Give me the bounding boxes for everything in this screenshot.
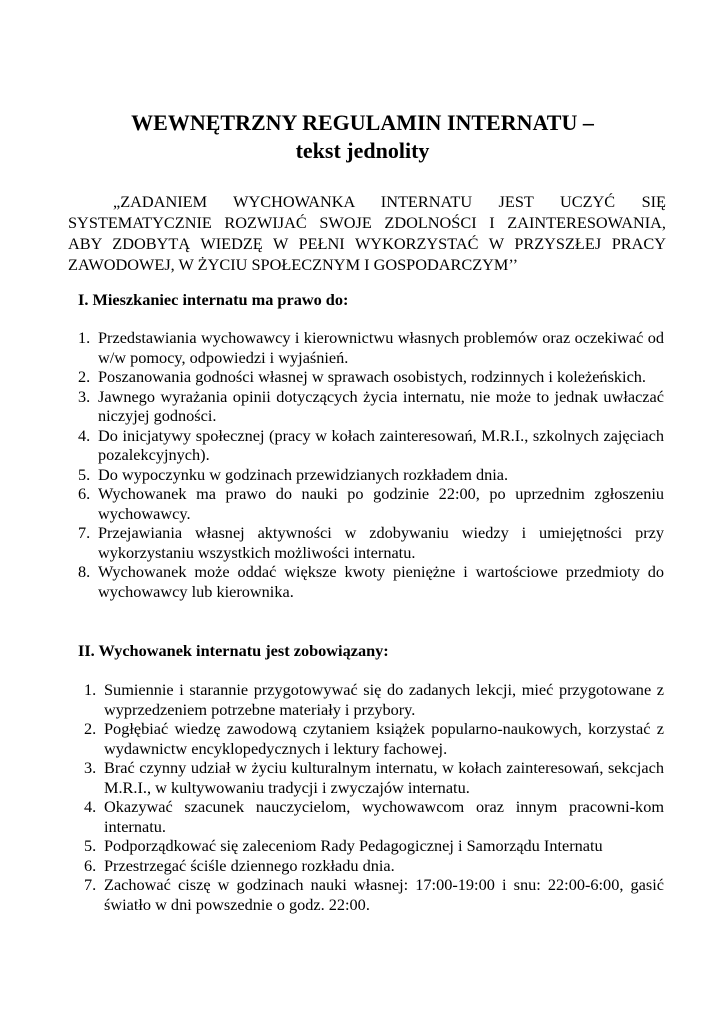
list-item bbox=[84, 797, 664, 836]
item-text: Brać czynny udział w życiu kulturalnym internatu, w kołach zainteresowań, sekcjach M.R.I., w kultywowaniu tradycji i zwyczajów internatu. bbox=[104, 758, 664, 797]
section-2-heading: II. Wychowanek internatu jest zobowiązany: bbox=[78, 641, 389, 660]
item-number: 1. bbox=[78, 328, 91, 347]
item-text: Podporządkować się zaleceniom Rady Pedagogicznej i Samorządu Internatu bbox=[104, 836, 603, 855]
item-number: 3. bbox=[84, 758, 97, 777]
item-text: Do wypoczynku w godzinach przewidzianych rozkładem dnia. bbox=[98, 464, 509, 484]
item-text: Pogłębiać wiedzę zawodową czytaniem książek popularno-naukowych, korzystać z wydawnictw encyklopedycznych i lektury fachowej. bbox=[104, 719, 664, 758]
item-text: Sumiennie i starannie przygotowywać się do zadanych lekcji, mieć przygotowane z wyprzedzeniem potrzebne materiały i przybory. bbox=[104, 680, 664, 719]
duties-list bbox=[78, 680, 664, 914]
list-item bbox=[84, 719, 664, 758]
item-number: 7. bbox=[84, 875, 97, 894]
list-item bbox=[84, 836, 664, 856]
item-number: 3. bbox=[78, 386, 91, 406]
item-number: 7. bbox=[78, 523, 91, 542]
item-text: Przestrzegać ściśle dziennego rozkładu dnia. bbox=[104, 855, 395, 875]
motto-line: „ZADANIEM WYCHOWANKA INTERNATU JEST UCZYĆ SIĘ bbox=[113, 192, 666, 211]
section-1-heading: I. Mieszkaniec internatu ma prawo do: bbox=[78, 290, 349, 309]
motto-line: ZAWODOWEJ, W ŻYCIU SPOŁECZNYM I GOSPODARCZYM’’ bbox=[68, 255, 519, 274]
item-text: Poszanowania godności własnej w sprawach osobistych, rodzinnych i koleżeńskich. bbox=[98, 367, 647, 386]
list-item bbox=[78, 426, 664, 465]
motto-quote bbox=[68, 191, 666, 275]
item-number: 4. bbox=[84, 797, 97, 816]
document-title: WEWNĘTRZNY REGULAMIN INTERNATU – bbox=[131, 110, 594, 135]
item-number: 4. bbox=[78, 425, 91, 445]
item-number: 5. bbox=[78, 464, 91, 484]
item-text: Wychowanek może oddać większe kwoty pieniężne i wartościowe przedmioty do wychowawcy lub kierownika. bbox=[98, 562, 664, 601]
rights-list bbox=[78, 328, 664, 601]
motto-line: SYSTEMATYCZNIE ROZWIJAĆ SWOJE ZDOLNOŚCI I ZAINTERESOWANIA, bbox=[68, 213, 666, 232]
list-item bbox=[78, 328, 664, 367]
list-item bbox=[78, 367, 664, 387]
list-item bbox=[84, 875, 664, 914]
item-number: 8. bbox=[78, 562, 91, 581]
list-item bbox=[84, 680, 664, 719]
list-item bbox=[78, 523, 664, 562]
item-number: 1. bbox=[84, 680, 97, 699]
list-item bbox=[84, 758, 664, 797]
list-item bbox=[78, 484, 664, 523]
item-text: Wychowanek ma prawo do nauki po godzinie 22:00, po uprzednim zgłoszeniu wychowawcy. bbox=[98, 484, 664, 523]
item-number: 5. bbox=[84, 836, 97, 855]
item-text: Jawnego wyrażania opinii dotyczących życia internatu, nie może to jednak uwłaczać niczyjej godności. bbox=[98, 386, 664, 425]
item-text: Przedstawiania wychowawcy i kierownictwu własnych problemów oraz oczekiwać od w/w pomocy, odpowiedzi i wyjaśnień. bbox=[98, 328, 664, 367]
document-subtitle: tekst jednolity bbox=[295, 138, 430, 163]
item-text: Przejawiania własnej aktywności w zdobywaniu wiedzy i umiejętności przy wykorzystaniu wszystkich możliwości internatu. bbox=[98, 523, 664, 562]
list-item bbox=[84, 856, 664, 876]
item-number: 6. bbox=[84, 855, 97, 875]
motto-line: ABY ZDOBYTĄ WIEDZĘ W PEŁNI WYKORZYSTAĆ W PRZYSZŁEJ PRACY bbox=[68, 234, 666, 253]
list-item bbox=[78, 465, 664, 485]
item-text: Okazywać szacunek nauczycielom, wychowawcom oraz innym pracowni-kom internatu. bbox=[104, 797, 664, 836]
item-number: 2. bbox=[78, 367, 91, 386]
list-item bbox=[78, 562, 664, 601]
item-text: Do inicjatywy społecznej (pracy w kołach zainteresowań, M.R.I., szkolnych zajęciach pozalekcyjnych). bbox=[98, 425, 664, 464]
list-item bbox=[78, 387, 664, 426]
item-text: Zachować ciszę w godzinach nauki własnej: 17:00-19:00 i snu: 22:00-6:00, gasić światło w dni powszednie o godz. 22:00. bbox=[104, 875, 664, 914]
item-number: 6. bbox=[78, 484, 91, 503]
item-number: 2. bbox=[84, 719, 97, 738]
